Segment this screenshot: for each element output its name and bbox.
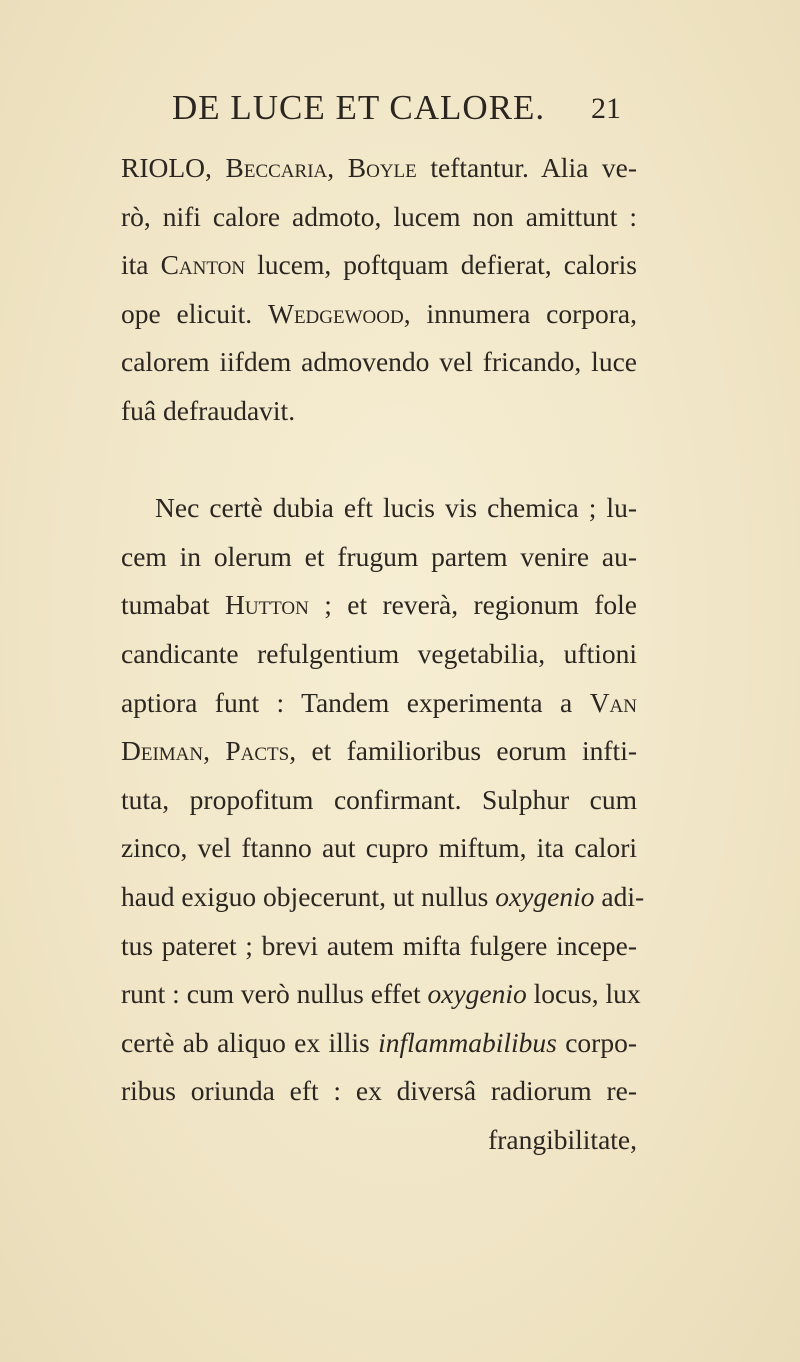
text-line: zinco, vel ftanno aut cupro miftum, ita calori [121,832,637,864]
text-line: Deiman, Pacts, et familioribus eorum infti- [121,735,637,767]
name-canton: Canton [160,249,246,281]
text-line: candicante refulgentium vegetabilia, uftioni [121,637,637,669]
name-boyle: Boyle [347,152,417,183]
term-inflammabilibus: inflammabilibus [378,1026,557,1058]
name-hutton: Hutton [224,589,309,621]
text-line: tuta, propofitum confirmant. Sulphur cum [121,783,637,815]
text-line: RIOLO, Beccaria, Boyle teftantur. Alia ve- [121,152,638,183]
name-deiman: Deiman [121,735,204,767]
name-pacts: Pacts [225,735,290,767]
text-line: ope elicuit. Wedgewood, innumera corpora, [121,297,637,329]
text-line: calorem iifdem admovendo vel fricando, luce [121,346,637,378]
text-line: haud exiguo objecerunt, ut nullus oxygenio adi- [121,880,645,912]
text-line: runt : cum verò nullus effet oxygenio locus, lux [121,978,641,1010]
text-line: ita Canton lucem, poftquam defierat, caloris [121,249,637,281]
text-line: cem in olerum et frugum partem venire au- [121,540,637,572]
text-line: rò, nifi calore admoto, lucem non amittunt : [121,200,637,232]
name-riolo: RIOLO [121,152,206,183]
name-beccaria: Beccaria [225,152,328,183]
text-line: Nec certè dubia eft lucis vis chemica ; lu- [155,492,637,524]
paragraph-gap [121,436,637,485]
name-van: Van [589,686,637,718]
term-oxygenio: oxygenio [495,880,595,912]
text-line: ribus oriunda eft : ex diversâ radiorum re- [121,1075,637,1107]
running-head: DE LUCE ET CALORE. [172,88,546,127]
term-oxygenio: oxygenio [427,978,527,1010]
text-line: certè ab aliquo ex illis inflammabilibus corpo- [121,1026,638,1058]
text-line: aptiora funt : Tandem experimenta a Van [121,686,637,718]
name-wedgewood: Wedgewood [268,297,404,329]
body-text [121,144,645,1164]
catchword: frangibilitate, [488,1123,637,1155]
text-line: fuâ defraudavit. [121,394,296,426]
text-line: tumabat Hutton ; et reverà, regionum fole [121,589,637,621]
text-line: tus pateret ; brevi autem mifta fulgere incepe- [121,929,637,961]
page-number: 21 [591,92,621,125]
